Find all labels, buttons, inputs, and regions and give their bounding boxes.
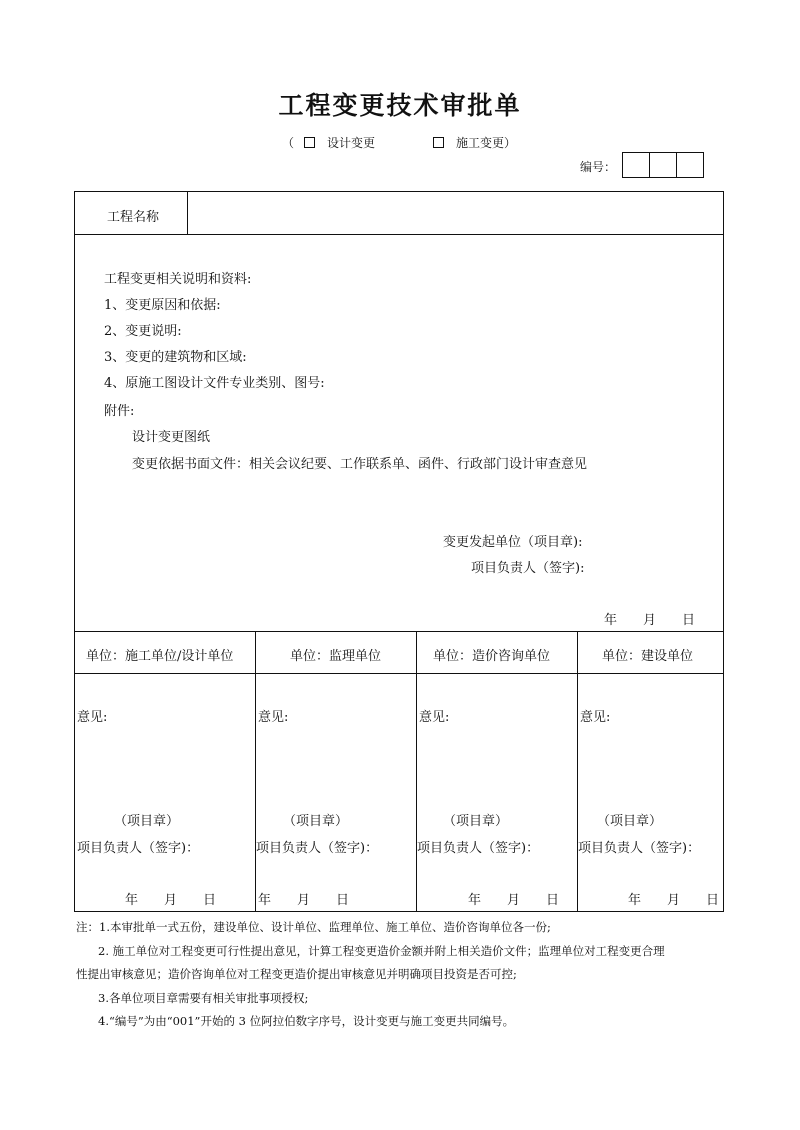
row-divider <box>74 234 724 235</box>
construction-design-opinion-label: 意见: <box>77 710 108 725</box>
owner-unit-header: 单位：建设单位 <box>602 649 694 664</box>
initiator-unit-seal: 变更发起单位（项目章): <box>443 535 583 550</box>
design-change-checkbox[interactable] <box>304 137 315 148</box>
project-name-label: 工程名称 <box>107 210 160 225</box>
note-1: 注：1.本审批单一式五份，建设单位、设计单位、监理单位、施工单位、造价咨询单位各一份; <box>76 920 551 934</box>
attachments-label: 附件: <box>104 404 135 419</box>
owner-seal: （项目章） <box>597 814 663 829</box>
column-divider <box>577 631 578 912</box>
initiator-person-sign: 项目负责人（签字): <box>471 561 585 576</box>
owner-opinion-label: 意见: <box>580 710 611 725</box>
supervision-date: 年 月 日 <box>258 893 350 908</box>
open-paren: （ <box>282 136 295 150</box>
cost-consulting-unit-header: 单位：造价咨询单位 <box>433 649 551 664</box>
form-title: 工程变更技术审批单 <box>278 91 522 120</box>
initiator-date: 年 月 日 <box>604 613 696 628</box>
serial-number-boxes <box>622 152 704 178</box>
column-divider <box>255 631 256 912</box>
construction-change-label: 施工变更） <box>456 136 517 150</box>
construction-design-seal: （项目章） <box>114 814 180 829</box>
owner-date: 年 月 日 <box>628 893 720 908</box>
row-divider <box>74 673 724 674</box>
project-name-field[interactable] <box>194 200 714 228</box>
cost-consulting-sign: 项目负责人（签字)： <box>417 841 540 856</box>
owner-sign: 项目负责人（签字)： <box>578 841 701 856</box>
change-type-selector <box>282 134 516 151</box>
change-explanation-item: 2、变更说明: <box>104 324 182 339</box>
supervision-seal: （项目章） <box>283 814 349 829</box>
row-divider <box>74 631 724 632</box>
change-reason-item: 1、变更原因和依据: <box>104 298 221 313</box>
cost-consulting-opinion-label: 意见: <box>419 710 450 725</box>
serial-digit-box[interactable] <box>649 152 677 178</box>
original-drawings-item: 4、原施工图设计文件专业类别、图号: <box>104 376 325 391</box>
note-2-continued: 性提出审核意见；造价咨询单位对工程变更造价提出审核意见并明确项目投资是否可控; <box>76 967 517 981</box>
supervision-opinion-label: 意见: <box>258 710 289 725</box>
construction-change-checkbox[interactable] <box>433 137 444 148</box>
construction-design-sign: 项目负责人（签字)： <box>77 841 200 856</box>
supervision-sign: 项目负责人（签字)： <box>256 841 379 856</box>
note-4: 4.“编号”为由“001”开始的 3 位阿拉伯数字序号，设计变更与施工变更共同编号。 <box>98 1014 515 1028</box>
serial-digit-box[interactable] <box>622 152 650 178</box>
note-3: 3.各单位项目章需要有相关审批事项授权; <box>98 991 309 1005</box>
column-divider <box>416 631 417 912</box>
design-change-label: 设计变更 <box>327 136 376 150</box>
supervision-unit-header: 单位：监理单位 <box>290 649 382 664</box>
construction-design-unit-header: 单位：施工单位/设计单位 <box>86 649 234 664</box>
affected-buildings-item: 3、变更的建筑物和区域: <box>104 350 247 365</box>
note-2: 2. 施工单位对工程变更可行性提出意见，计算工程变更造价金额并附上相关造价文件；监理单位对工程变更合理 <box>98 944 665 958</box>
cost-consulting-date: 年 月 日 <box>468 893 560 908</box>
description-heading: 工程变更相关说明和资料: <box>104 272 252 287</box>
attachment-drawings: 设计变更图纸 <box>132 430 211 445</box>
construction-design-date: 年 月 日 <box>125 893 217 908</box>
column-divider <box>187 191 188 234</box>
serial-digit-box[interactable] <box>676 152 704 178</box>
serial-number-label: 编号： <box>580 160 617 174</box>
attachment-documents: 变更依据书面文件：相关会议纪要、工作联系单、函件、行政部门设计审查意见 <box>132 457 588 472</box>
cost-consulting-seal: （项目章） <box>443 814 509 829</box>
